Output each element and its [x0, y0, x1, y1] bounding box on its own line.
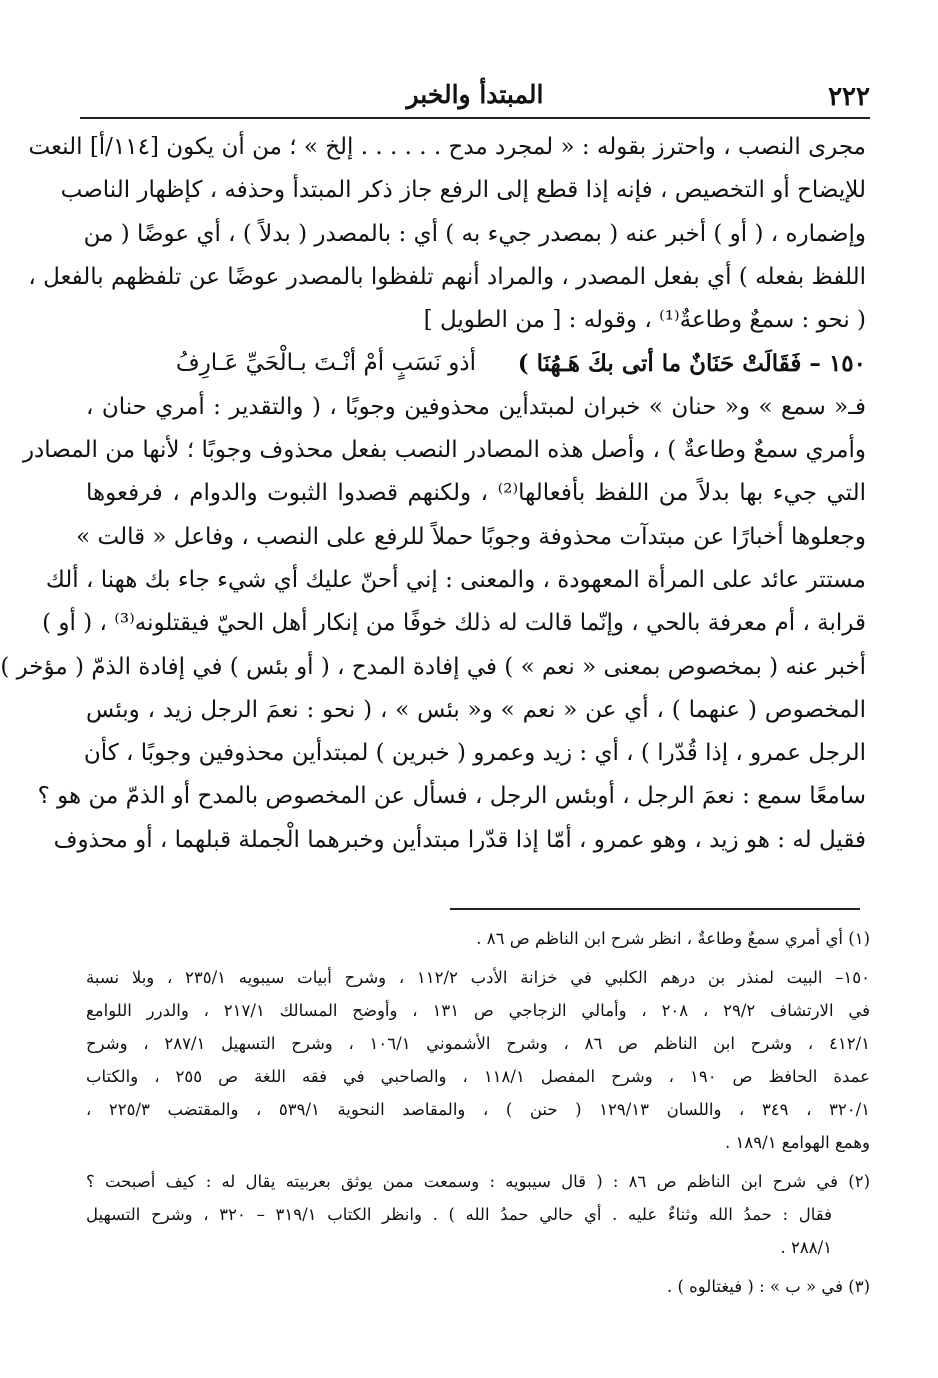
- text-line: أخبر عنه ( بمخصوص بمعنى « نعم » ) في إفادة المدح ، ( أو بئس ) في إفادة الذمّ ( مؤخر ): [0, 653, 866, 680]
- text-line: وجعلوها أخبارًا عن مبتدآت محذوفة وجوبًا حملاً للرفع على النصب ، وفاعل « قالت »: [76, 523, 866, 550]
- main-text: [0, 126, 866, 862]
- text-line: فقيل له : هو زيد ، وهو عمرو ، أمّا إذا قدّرا مبتدأين وخبرهما الْجملة قبلهما ، أو محذوف: [53, 826, 866, 853]
- footnote-2-line: فقال : حمدُ الله وثناءٌ عليه . أي حالي حمدُ الله ) . وانظر الكتاب ٣١٩/١ – ٣٢٠ ، وشرح التسهيل: [86, 1205, 833, 1224]
- text-line: ( نحو : سمعٌ وطاعةٌ⁽¹⁾ ، وقوله : [ من الطويل ]: [423, 307, 866, 334]
- footnote-150-line: ٣٢٠/١ ، ٣٤٩ ، واللسان ١٢٩/١٣ ( حنن ) ، والمقاصد النحوية ٥٣٩/١ ، والمقتضب ٢٢٥/٣ ،: [86, 1100, 870, 1119]
- verse-second-hemistich: أذو نَسَبٍ أمْ أنْـتَ بـالْحَيِّ عَـارِفُ: [175, 350, 476, 377]
- text-line: التي جيء بها بدلاً من اللفظ بأفعالها⁽²⁾ ، ولكنهم قصدوا الثبوت والدوام ، فرفعوها: [86, 480, 866, 507]
- text-line: للإيضاح أو التخصيص ، فإنه إذا قطع إلى الرفع جاز ذكر المبتدأ وحذفه ، كإظهار الناصب: [60, 177, 866, 204]
- text-line: مجرى النصب ، واحترز بقوله : « لمجرد مدح . . . . . . إلخ » ؛ من أن يكون [١١٤/أ] النعت: [28, 134, 866, 160]
- text-line: وإضماره ، ( أو ) أخبر عنه ( بمصدر جيء به ) أي : بالمصدر ( بدلاً ) ، أي عوضًا ( من: [83, 220, 866, 247]
- footnote-2-line: ٢٨٨/١ .: [780, 1238, 832, 1257]
- verse-150: [86, 342, 866, 385]
- page-number: ٢٢٢: [828, 82, 870, 112]
- footnote-rule: [450, 908, 860, 910]
- footnote-150-line: وهمع الهوامع ١٨٩/١ .: [725, 1133, 870, 1152]
- text-line: وأمري سمعٌ وطاعةٌ ) ، وأصل هذه المصادر النصب بفعل محذوف وجوبًا ؛ لأنها من المصادر: [22, 437, 866, 464]
- running-title: المبتدأ والخبر: [406, 80, 544, 109]
- footnote-150-line: في الارتشاف ٢٩/٢ ، ٢٠٨ ، وأمالي الزجاجي ص ١٣١ ، وأوضح المسالك ٢١٧/١ ، والدرر اللوامع: [86, 1001, 870, 1020]
- text-line: الرجل عمرو ، إذا قُدّرا ) ، أي : زيد وعمرو ( خبرين ) لمبتدأين محذوفين وجوبًا ، كأن: [83, 740, 866, 767]
- footnote-150-line: ٤١٢/١ ، وشرح ابن الناظم ص ٨٦ ، وشرح الأشموني ١٠٦/١ ، وشرح التسهيل ٢٨٧/١ ، وشرح: [86, 1034, 870, 1053]
- footnote-150-line: عمدة الحافظ ص ١٩٠ ، وشرح المفصل ١١٨/١ ، والصاحبي في فقه اللغة ص ٢٥٥ ، والكتاب: [86, 1067, 871, 1086]
- verse-first-hemistich: ١٥٠ – فَقَالَتْ حَنَانٌ ما أتى بكَ هَـهُنَا ): [517, 350, 866, 378]
- text-line: فـ« سمع » و« حنان » خبران لمبتدأين محذوفين وجوبًا ، ( والتقدير : أمري حنان ،: [86, 393, 866, 420]
- text-line: سامعًا سمع : نعمَ الرجل ، أوبئس الرجل ، فسأل عن المخصوص بالمدح أو الذمّ من هو ؟: [37, 783, 866, 810]
- text-line: مستتر عائد على المرأة المعهودة ، والمعنى : إني أحنّ عليك أي شيء جاء بك ههنا ، ألك: [45, 566, 866, 593]
- footnote-1: (١) أي أمري سمعٌ وطاعةٌ ، انظر شرح ابن الناظم ص ٨٦ .: [476, 929, 870, 948]
- footnotes: [86, 922, 870, 1303]
- footnote-2-line: (٢) في شرح ابن الناظم ص ٨٦ : ( قال سيبويه : وسمعت ممن يوثق بعربيته يقال له : كيف أصبحت ؟: [86, 1172, 870, 1191]
- text-line: المخصوص ( عنهما ) ، أي عن « نعم » و« بئس » ، ( نحو : نعمَ الرجل زيد ، وبئس: [86, 696, 866, 723]
- text-line: اللفظ بفعله ) أي بفعل المصدر ، والمراد أنهم تلفظوا بالمصدر عوضًا عن تلفظهم بالفعل ،: [28, 263, 866, 290]
- text-line: قرابة ، أم معرفة بالحي ، وإنّما قالت له ذلك خوفًا من إنكار أهل الحيّ فيقتلونه⁽³⁾ ، ( أو ): [42, 610, 866, 637]
- page-header: [80, 74, 870, 114]
- footnote-150-line: ١٥٠– البيت لمنذر بن درهم الكلبي في خزانة الأدب ١١٢/٢ ، وشرح أبيات سيبويه ٢٣٥/١ ، وبلا نسبة: [86, 968, 871, 987]
- header-rule: [80, 117, 870, 119]
- footnote-3: (٣) في « ب » : ( فيغتالوه ) .: [666, 1277, 870, 1296]
